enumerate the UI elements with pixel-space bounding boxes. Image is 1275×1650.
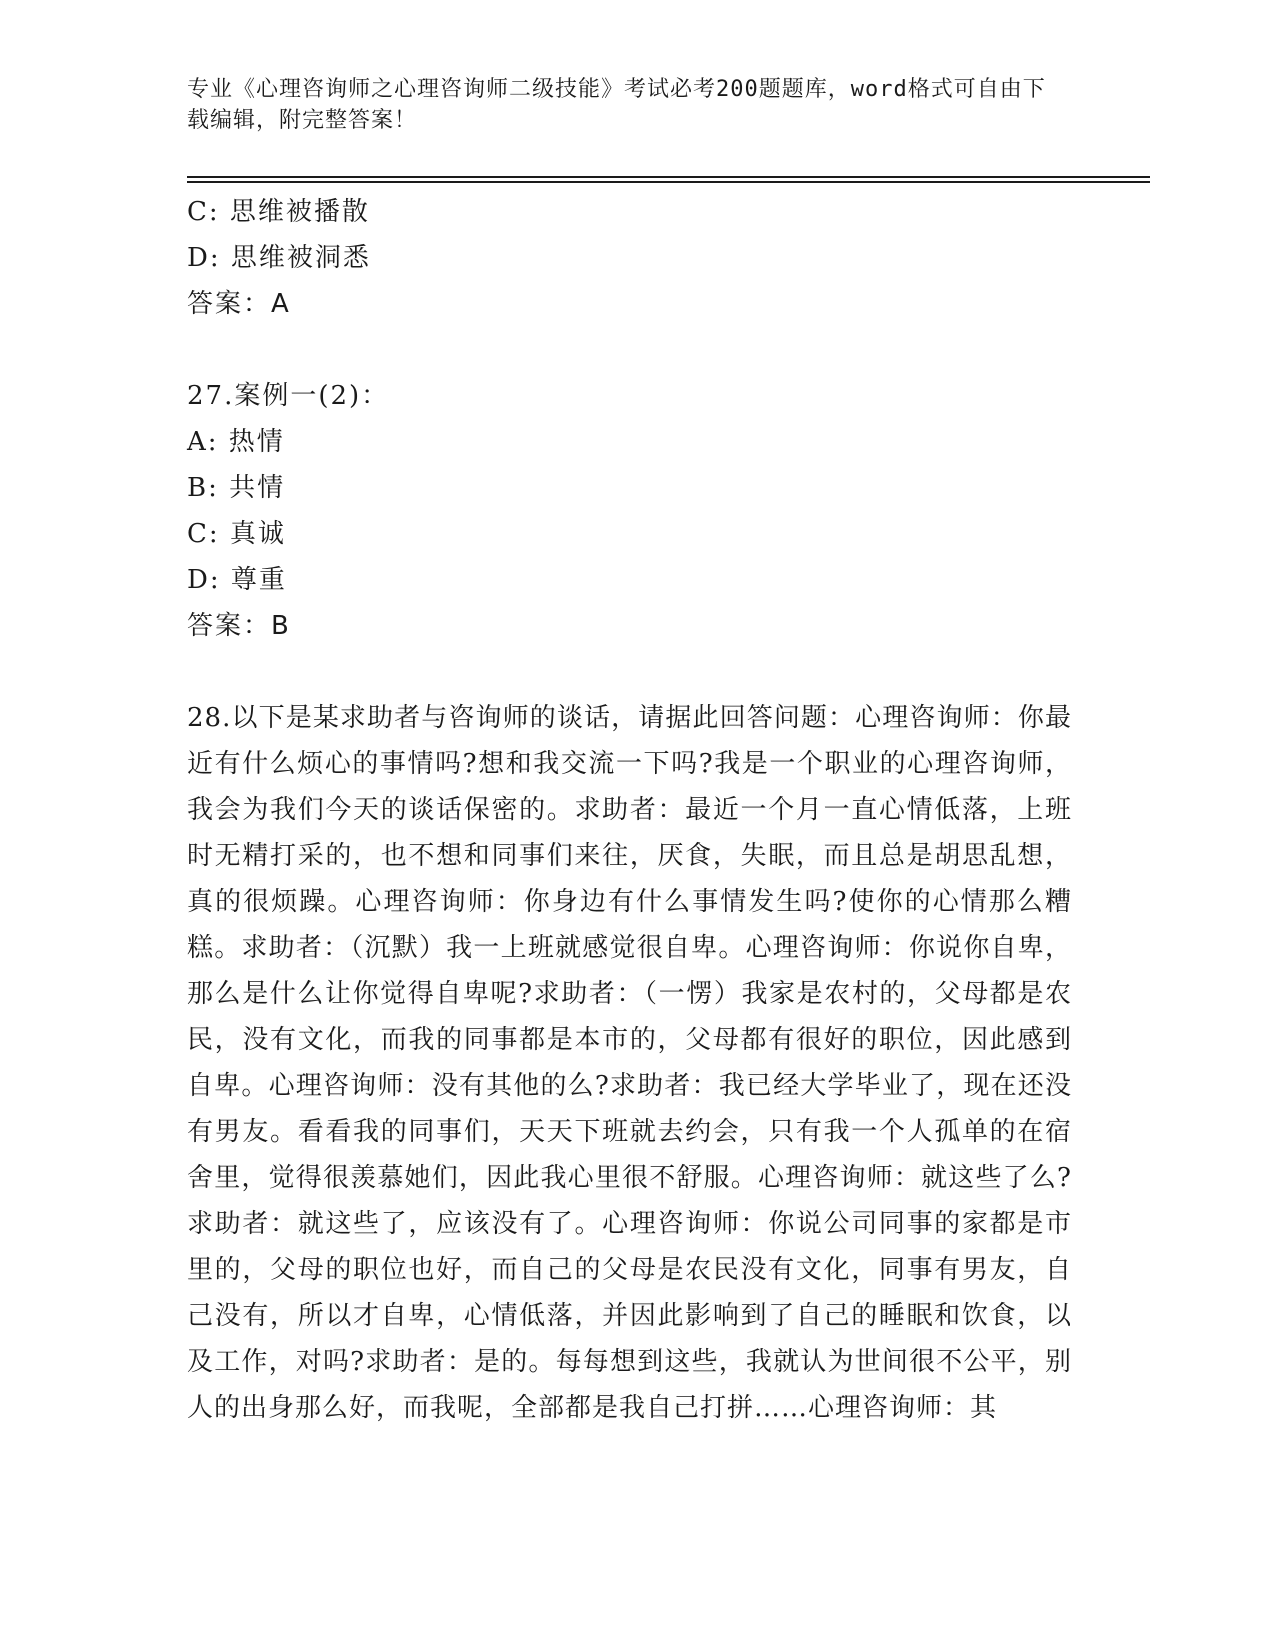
question-27-option-a: A: 热情	[187, 427, 285, 457]
option-d: D: 思维被洞悉	[187, 243, 371, 273]
header-rule-top	[187, 176, 1150, 178]
answer-label: 答案：A	[187, 289, 291, 319]
question-27-stem: 27.案例一(2)：	[187, 381, 390, 411]
question-28-passage: 28.以下是某求助者与咨询师的谈话，请据此回答问题：心理咨询师：你最近有什么烦心的事情吗?想和我交流一下吗?我是一个职业的心理咨询师，我会为我们今天的谈话保密的。求助者：最近一个月一直心情低落，上班时无精打采的，也不想和同事们来往，厌食，失眠，而且总是胡思乱想，真的很烦躁。心理咨询师：你身边有什么事情发生吗?使你的心情那么糟糕。求助者：（沉默）我一上班就感觉很自卑。心理咨询师：你说你自卑，那么是什么让你觉得自卑呢?求助者：（一愣）我家是农村的，父母都是农民，没有文化，而我的同事都是本市的，父母都有很好的职位，因此感到自卑。心理咨询师：没有其他的么?求助者：我已经大学毕业了，现在还没有男友。看看我的同事们，天天下班就去约会，只有我一个人孤单的在宿舍里，觉得很羡慕她们，因此我心里很不舒服。心理咨询师：就这些了么?求助者：就这些了，应该没有了。心理咨询师：你说公司同事的家都是市里的，父母的职位也好，而自己的父母是农民没有文化，同事有男友，自己没有，所以才自卑，心情低落，并因此影响到了自己的睡眠和饮食，以及工作，对吗?求助者：是的。每每想到这些，我就认为世间很不公平，别人的出身那么好，而我呢，全部都是我自己打拼……心理咨询师：其	[187, 703, 1072, 1423]
spacer	[187, 327, 1072, 373]
document-header: 专业《心理咨询师之心理咨询师二级技能》考试必考200题题库，word格式可自由下载编辑，附完整答案！	[187, 77, 1046, 133]
question-27-option-c: C: 真诚	[187, 519, 286, 549]
question-27-answer: 答案：B	[187, 611, 291, 641]
document-body	[187, 189, 1072, 1431]
question-27-option-d: D: 尊重	[187, 565, 287, 595]
option-c: C: 思维被播散	[187, 197, 370, 227]
question-27-option-b: B: 共情	[187, 473, 286, 503]
spacer	[187, 649, 1072, 695]
header-rule-bottom	[187, 181, 1150, 183]
